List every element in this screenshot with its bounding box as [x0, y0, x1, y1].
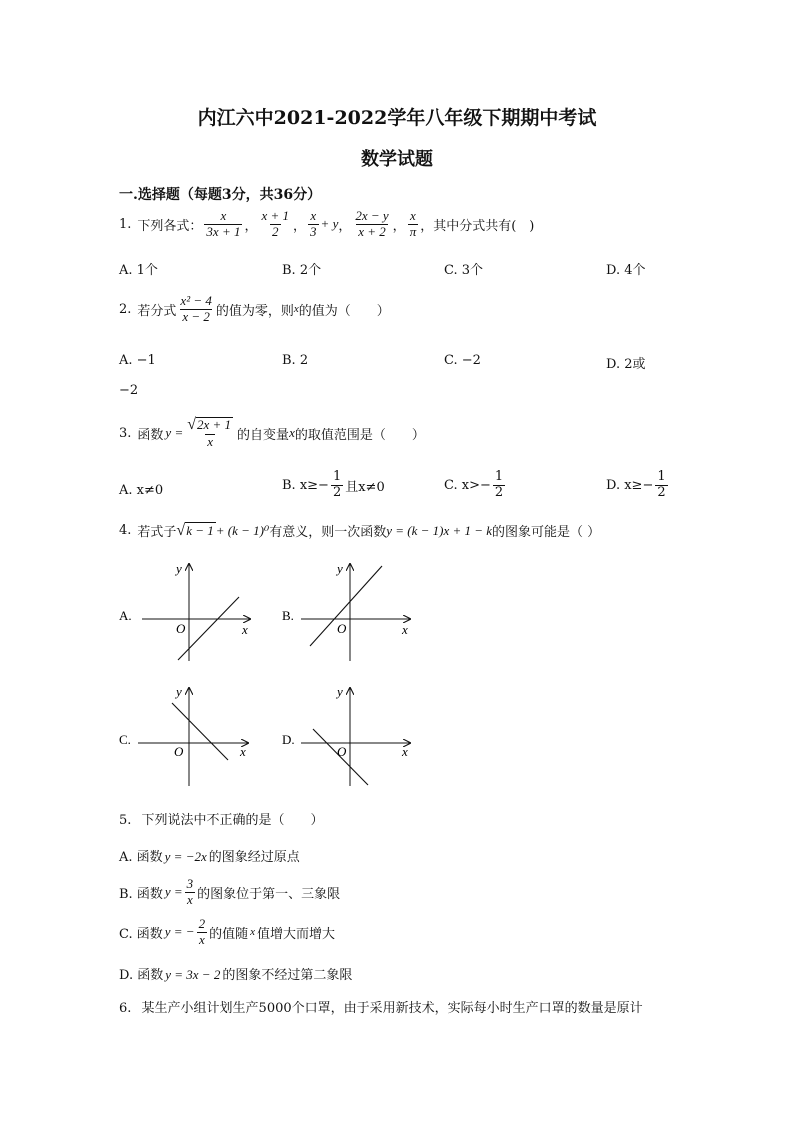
linear-function: y = (k − 1)x + 1 − k: [386, 522, 493, 538]
y-axis-label: y: [337, 561, 343, 576]
q2-option-a[interactable]: A. −1: [119, 353, 156, 368]
q3-option-c[interactable]: C. x>− $\frac{1}{2}$: [444, 469, 504, 500]
y-axis-label: y: [176, 684, 182, 699]
q2-option-b[interactable]: B. 2: [282, 353, 309, 368]
origin-label: O: [176, 621, 186, 636]
question-text: 的自变量: [237, 427, 290, 443]
question-1: [119, 209, 534, 240]
separator: ，: [293, 218, 307, 234]
origin-label: O: [337, 744, 347, 759]
question-6: [119, 997, 643, 1016]
question-text: 若分式: [137, 303, 177, 319]
question-text: 下列各式：: [137, 218, 203, 234]
question-text: 下列说法中不正确的是（ ）: [141, 813, 324, 828]
fraction: $\frac{1}{2}$: [332, 469, 342, 500]
graph-label: A.: [119, 608, 132, 623]
separator: ，: [392, 218, 406, 234]
question-4: [119, 521, 600, 540]
function-lhs: y =: [165, 425, 184, 441]
fraction-5: $\frac{x}{\pi}$: [409, 208, 417, 239]
q2-option-d-continued: −2: [119, 383, 139, 398]
x-axis-label: x: [242, 622, 248, 637]
q4-graphs: [110, 556, 430, 796]
graph-d[interactable]: [282, 684, 410, 786]
fraction: $\frac{1}{2}$: [494, 469, 504, 500]
sqrt-expression: √k − 1: [176, 521, 214, 539]
fraction: $\frac{\text{x² − 4}}{x - 2}$: [180, 293, 212, 324]
function-line: [178, 597, 239, 660]
q1-option-b[interactable]: B. 2个: [282, 263, 322, 278]
fraction-3: $\frac{x}{3}$: [310, 208, 317, 239]
question-number: 6.: [119, 1001, 132, 1016]
question-2: [119, 294, 390, 325]
question-3: [119, 416, 425, 450]
variable: x: [293, 303, 299, 316]
x-axis-label: x: [402, 744, 408, 759]
q5-option-c[interactable]: C. 函数 y = − $\frac{2}{x}$ 的值随 x 值增大而增大: [119, 916, 335, 947]
q5-option-a[interactable]: A. 函数 y = −2x 的图象经过原点: [119, 849, 300, 865]
q2-option-d[interactable]: D. 2或: [606, 357, 646, 372]
separator: ，: [244, 218, 258, 234]
q5-option-d[interactable]: D. 函数 y = 3x − 2 的图象不经过第二象限: [119, 967, 353, 983]
question-text: 函数: [137, 427, 164, 443]
q2-option-c[interactable]: C. −2: [444, 353, 481, 368]
fraction-4: $\frac{2x - y}{x + 2}$: [355, 208, 389, 239]
question-suffix: 的取值范围是（ ）: [294, 427, 425, 443]
fraction: $\frac{1}{2}$: [657, 469, 666, 500]
question-text: 若式子: [137, 525, 177, 540]
fraction-1: $\frac{x}{3x + 1}$: [206, 208, 241, 239]
fraction: $\frac{2}{x}$: [198, 916, 206, 947]
y-axis-label: y: [176, 561, 182, 576]
graph-b[interactable]: [282, 561, 410, 661]
graph-label: C.: [119, 732, 131, 747]
x-axis-label: x: [402, 622, 408, 637]
origin-label: O: [174, 744, 184, 759]
fraction-2: $\frac{x + 1}{2}$: [261, 208, 290, 239]
graph-c[interactable]: [119, 684, 248, 786]
variable: x: [289, 425, 295, 441]
expression-tail: + y: [320, 216, 339, 232]
question-text: 某生产小组计划生产5000个口罩，由于采用新技术，实际每小时生产口罩的数量是原计: [141, 1001, 643, 1016]
fraction: $\frac{3}{x}$: [186, 876, 194, 907]
q1-option-c[interactable]: C. 3个: [444, 263, 484, 278]
question-number: 4.: [119, 523, 132, 538]
question-5: [119, 809, 324, 828]
question-text: 有意义，则一次函数: [269, 525, 387, 540]
power-expression: + (k − 1)⁰: [215, 522, 270, 538]
q3-option-a[interactable]: A. x≠0: [119, 483, 164, 498]
question-suffix: ，其中分式共有( ): [420, 218, 535, 234]
page-title: 内江六中2021-2022学年八年级下期期中考试: [197, 107, 597, 129]
question-number: 3.: [119, 425, 132, 441]
question-number: 2.: [119, 301, 132, 317]
q3-option-b[interactable]: B. x≥− $\frac{1}{2}$ 且x≠0: [282, 469, 385, 500]
question-number: 1.: [119, 216, 132, 232]
q3-option-d[interactable]: D. x≥− $\frac{1}{2}$: [606, 469, 666, 500]
question-text: 的值为零，则: [215, 303, 294, 319]
x-axis-label: x: [240, 744, 246, 759]
origin-label: O: [337, 621, 347, 636]
graph-label: D.: [282, 732, 295, 747]
sqrt-fraction: $\frac{√2x + 1}{x}$: [187, 416, 232, 450]
q1-option-d[interactable]: D. 4个: [606, 263, 646, 278]
q5-option-b[interactable]: B. 函数 y = $\frac{3}{x}$ 的图象位于第一、三象限: [119, 876, 341, 907]
graph-label: B.: [282, 608, 294, 623]
section-heading: 一.选择题（每题3分，共36分）: [119, 187, 322, 203]
page-subtitle: 数学试题: [361, 149, 433, 170]
question-suffix: 的图象可能是（ ）: [492, 525, 601, 540]
y-axis-label: y: [337, 684, 343, 699]
graph-a[interactable]: [119, 561, 250, 661]
question-suffix: 的值为（ ）: [298, 303, 390, 319]
separator: ，: [338, 218, 352, 234]
question-number: 5.: [119, 813, 132, 828]
q1-option-a[interactable]: A. 1个: [119, 263, 158, 278]
